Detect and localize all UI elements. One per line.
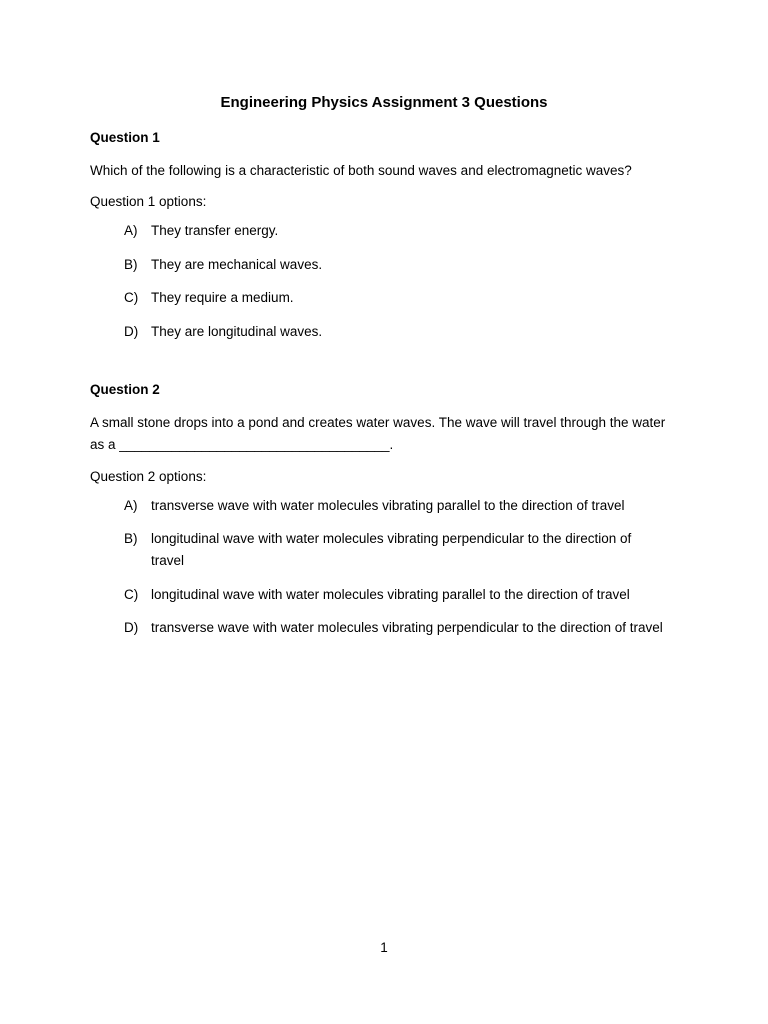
option-text: longitudinal wave with water molecules vibrating parallel to the direction of travel	[151, 587, 630, 602]
option-letter: D)	[124, 324, 139, 339]
option-text: They are mechanical waves.	[151, 257, 323, 272]
option-text: They are longitudinal waves.	[151, 324, 323, 339]
option-letter: B)	[124, 257, 138, 272]
question-1-options-label: Question 1 options:	[90, 194, 207, 209]
option-letter: C)	[124, 587, 139, 602]
question-1-option-d	[124, 321, 664, 343]
document-title: Engineering Physics Assignment 3 Questions	[220, 94, 548, 111]
option-letter: C)	[124, 290, 139, 305]
question-1-option-a	[124, 220, 664, 242]
question-2-option-d	[124, 617, 664, 639]
option-letter: D)	[124, 620, 139, 635]
question-1-heading: Question 1	[90, 130, 160, 145]
question-2-text: A small stone drops into a pond and creates water waves. The wave will travel through the water as a ____________________________________.	[90, 415, 666, 452]
option-text: They require a medium.	[151, 290, 294, 305]
question-2-option-a	[124, 495, 664, 517]
question-2-options-label: Question 2 options:	[90, 469, 207, 484]
option-letter: A)	[124, 498, 138, 513]
question-1-text: Which of the following is a characteristic of both sound waves and electromagnetic waves?	[90, 163, 632, 178]
option-text: They transfer energy.	[151, 223, 279, 238]
question-2-heading: Question 2	[90, 382, 160, 397]
page-number: 1	[380, 940, 388, 955]
option-letter: A)	[124, 223, 138, 238]
question-1-option-b	[124, 254, 664, 276]
question-2-option-b	[124, 528, 664, 572]
option-text: transverse wave with water molecules vibrating perpendicular to the direction of travel	[151, 620, 663, 635]
question-2-option-c	[124, 584, 664, 606]
option-text: transverse wave with water molecules vibrating parallel to the direction of travel	[151, 498, 625, 513]
option-letter: B)	[124, 531, 138, 546]
question-1-option-c	[124, 287, 664, 309]
option-text: longitudinal wave with water molecules vibrating perpendicular to the direction of travel	[151, 531, 632, 568]
